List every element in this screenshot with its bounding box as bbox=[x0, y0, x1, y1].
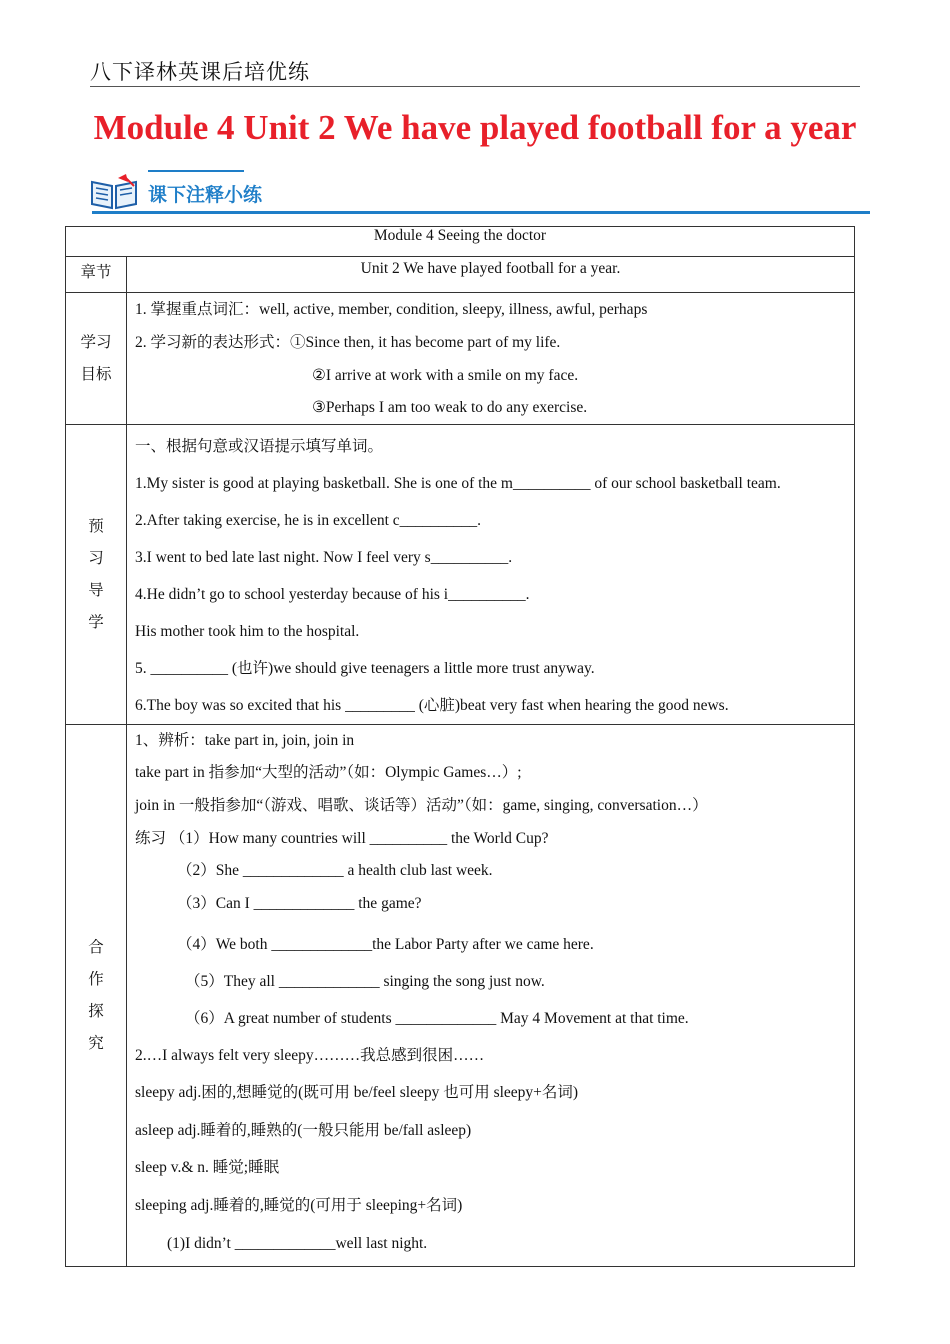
preview-content bbox=[127, 425, 855, 725]
explore-line: take part in 指参加“大型的活动”（如：Olympic Games…）; bbox=[135, 764, 522, 781]
explore-row bbox=[66, 725, 855, 1267]
doc-header: 八下译林英课后培优练 bbox=[90, 60, 310, 84]
objective-line: ②I arrive at work with a smile on my face. bbox=[312, 367, 579, 384]
explore-line: （3）Can I _____________ the game? bbox=[177, 895, 422, 912]
preview-line: 2.After taking exercise, he is in excellent c__________. bbox=[135, 512, 482, 529]
section-row bbox=[66, 257, 855, 293]
module-title: Module 4 Seeing the doctor bbox=[66, 227, 855, 257]
preview-line: 一、根据句意或汉语提示填写单词。 bbox=[135, 438, 384, 455]
explore-line: （2）She _____________ a health club last week. bbox=[177, 862, 493, 879]
preview-line: 3.I went to bed late last night. Now I feel very s__________. bbox=[135, 549, 513, 566]
objective-line: ③Perhaps I am too weak to do any exercise. bbox=[312, 399, 588, 416]
explore-line: （6）A great number of students _____________ May 4 Movement at that time. bbox=[185, 1010, 689, 1027]
explore-label: 合 作 探 究 bbox=[66, 725, 127, 1267]
open-book-icon bbox=[88, 172, 140, 212]
preview-label: 预 习 导 学 bbox=[66, 425, 127, 725]
preview-line: 5. __________ (也许)we should give teenagers a little more trust anyway. bbox=[135, 660, 595, 677]
objectives-content bbox=[127, 293, 855, 425]
objective-line: 1. 掌握重点词汇：well, active, member, condition, sleepy, illness, awful, perhaps bbox=[135, 301, 648, 318]
banner-label: 课下注释小练 bbox=[148, 184, 263, 206]
explore-line: asleep adj.睡着的,睡熟的(一般只能用 be/fall asleep) bbox=[135, 1122, 472, 1139]
objective-line: 2. 学习新的表达形式：①Since then, it has become part of my life. bbox=[135, 334, 561, 351]
lesson-table bbox=[65, 226, 855, 1267]
module-row bbox=[66, 227, 855, 257]
objectives-label: 学习 目标 bbox=[66, 293, 127, 425]
objectives-row bbox=[66, 293, 855, 425]
preview-line: 6.The boy was so excited that his _________ (心脏)beat very fast when hearing the good news. bbox=[135, 697, 729, 714]
preview-line: His mother took him to the hospital. bbox=[135, 623, 360, 640]
explore-line: 2.…I always felt very sleepy………我总感到很困…… bbox=[135, 1047, 485, 1064]
banner-underline bbox=[92, 211, 870, 214]
explore-line: 1、辨析：take part in, join, join in bbox=[135, 732, 355, 749]
header-divider bbox=[90, 86, 860, 87]
preview-line: 4.He didn’t go to school yesterday because of his i__________. bbox=[135, 586, 530, 603]
explore-line: sleep v.& n. 睡觉;睡眠 bbox=[135, 1159, 280, 1176]
preview-line: 1.My sister is good at playing basketball. She is one of the m__________ of our school basketball team. bbox=[135, 475, 781, 492]
explore-line: join in 一般指参加“（游戏、唱歌、谈话等）活动”（如：game, singing, conversation…） bbox=[135, 797, 708, 814]
banner-top-rule bbox=[148, 170, 244, 172]
explore-content bbox=[127, 725, 855, 1267]
explore-line: sleepy adj.困的,想睡觉的(既可用 be/feel sleepy 也可用 sleepy+名词) bbox=[135, 1084, 579, 1101]
explore-line: （4）We both _____________the Labor Party after we came here. bbox=[177, 936, 594, 953]
page-title: Module 4 Unit 2 We have played football for a year bbox=[93, 108, 857, 147]
explore-line: 练习 （1）How many countries will __________ the World Cup? bbox=[135, 830, 549, 847]
explore-line: (1)I didn’t _____________well last night. bbox=[167, 1235, 428, 1252]
explore-line: sleeping adj.睡着的,睡觉的(可用于 sleeping+名词) bbox=[135, 1197, 463, 1214]
section-label: 章节 bbox=[66, 257, 127, 293]
preview-row bbox=[66, 425, 855, 725]
explore-line: （5）They all _____________ singing the song just now. bbox=[185, 973, 545, 990]
section-value: Unit 2 We have played football for a year. bbox=[127, 257, 855, 293]
